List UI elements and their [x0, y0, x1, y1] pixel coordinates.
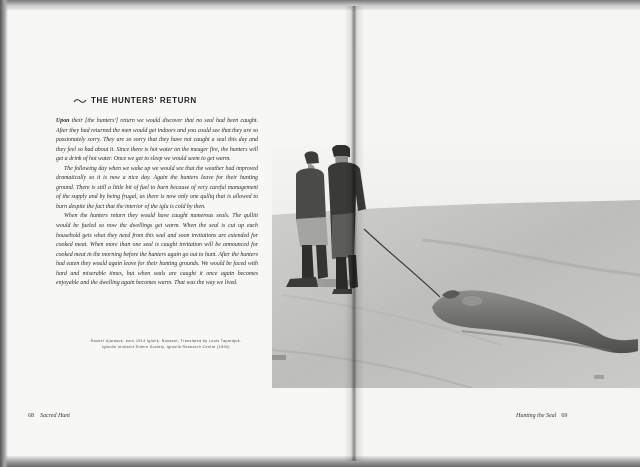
hunters-seal-photo [272, 145, 640, 388]
heading-text: THE HUNTERS' RETURN [91, 96, 197, 105]
left-folio [28, 413, 70, 419]
credit-line-2: Igloolik Inullariit Elders Society, Igloolik Research Centre (1990) [102, 345, 230, 349]
book-edge [0, 0, 8, 467]
credit-line-1: Rachel Ujarasuk, born 1914 Iglulik, Nunavut. Translated by Louis Tapardjuk. [90, 339, 242, 343]
paragraph-1-text: their [the hunters'] return we would discover that no seal had been caught. After they had returned the men would get indoors and you could see that they are so passionately sorry. They are so sorry that they have not caught a seal this day and they feel so bad about it. Since there is hot water on the meager fire, the hunters will get a drink of hot water. Once we get to sleep we would seem to get warm. [56, 118, 258, 163]
section-heading [73, 96, 333, 105]
body-text [56, 117, 258, 289]
paragraph-3: When the hunters return they would have caught numerous seals. The qulliit would be fueled so now the dwellings get warm. When the seal is cut up each household gets what they need from this seal and soon invitations are extended for cooked meat. When more than one seal is caught invitation will be announced for cooked meat in the morning before the hunters again go out to hunt. After the hunters had eaten they would again leave for their hunting grounds. We would be faced with hard and miserable times, but when seals are caught it once again becomes enjoyable and the dwelling again becomes warm. That was the way we lived. [56, 213, 258, 287]
left-page-number: 68 [28, 413, 34, 419]
right-page-number: 69 [561, 413, 568, 419]
left-running-title: Sacred Hunt [40, 413, 70, 419]
right-running-title: Hunting the Seal [516, 413, 557, 419]
paragraph-lead: Upon [56, 118, 70, 124]
right-folio [516, 413, 567, 419]
source-credit [66, 338, 266, 350]
book-gutter-shadow [344, 6, 364, 461]
paragraph-1 [56, 117, 258, 165]
paragraph-2: The following day when we wake up we would see that the weather had improved dramatically so it is now a nice day. Again the hunters leave for their hunting ground. There is still a little bit of fuel to burn because of very careful management of the supply and by being frugal, as there is now only one qulliq that is allowed to burn despite the fact that the interior of the iglu is cold by then. [56, 165, 258, 210]
photo-illustration [272, 145, 640, 388]
tilde-ornament-icon [73, 98, 87, 104]
